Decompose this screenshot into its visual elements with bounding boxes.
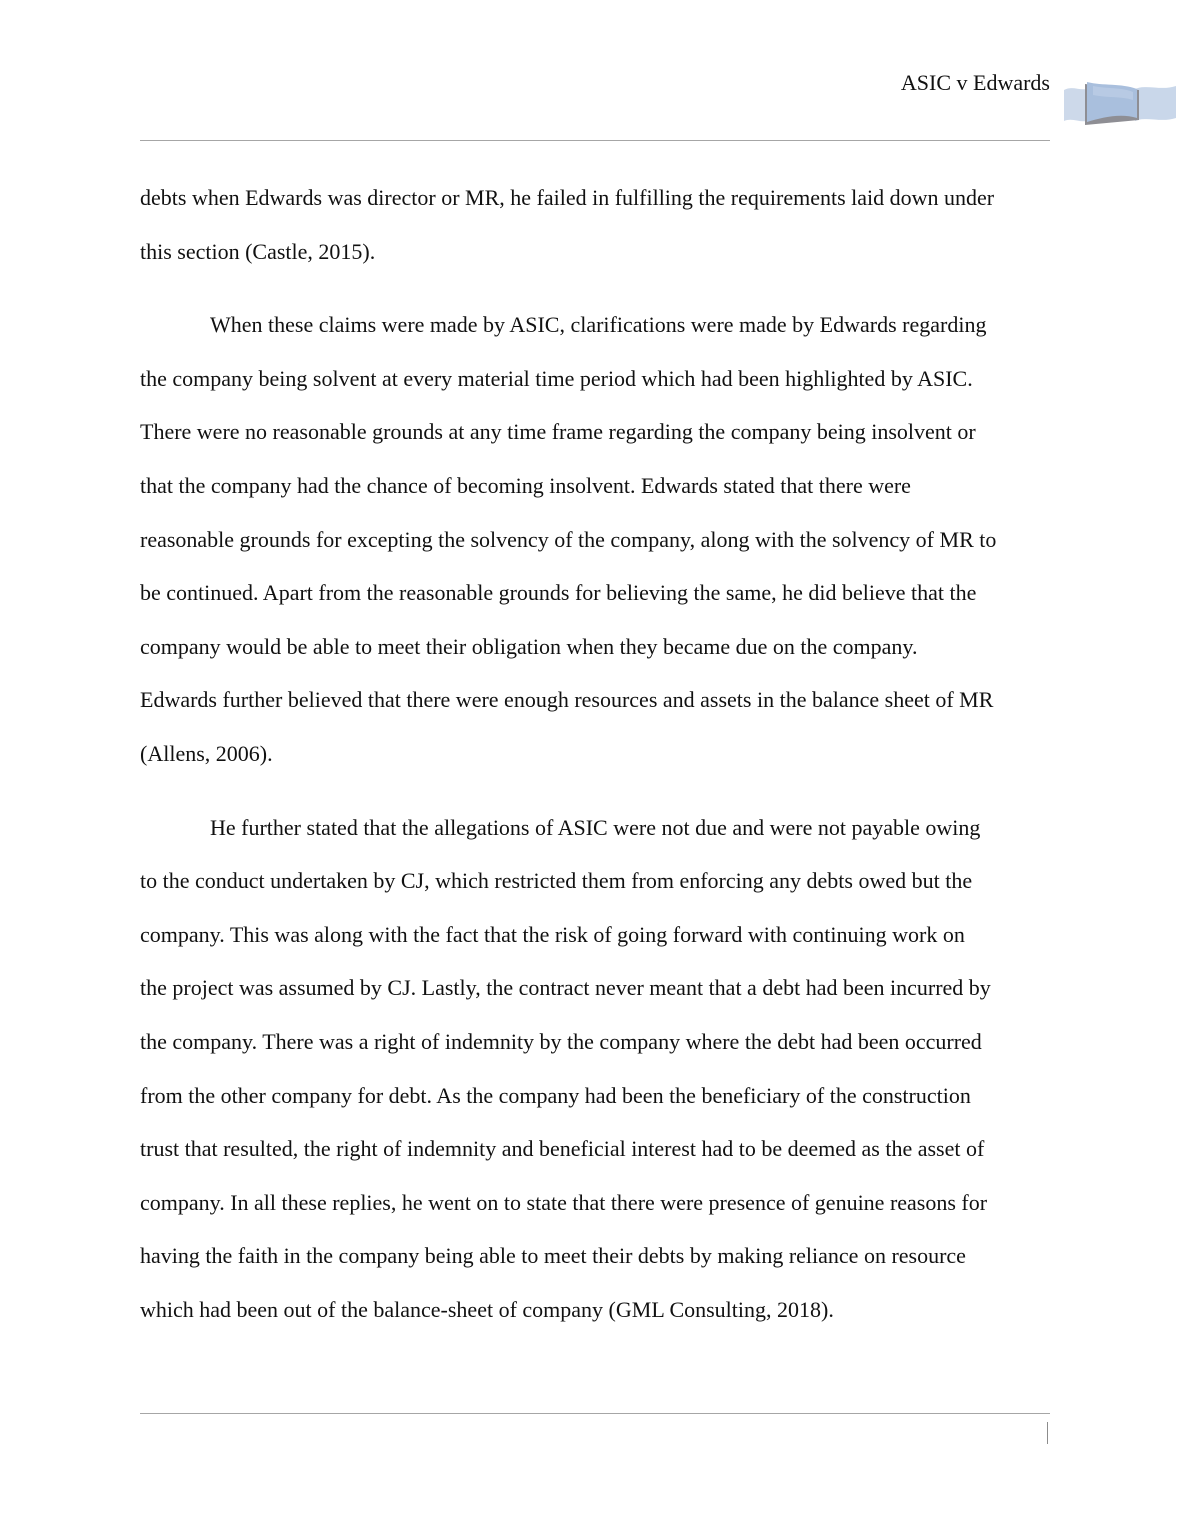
text-line: the company being solvent at every material time period which had been highlighted by ASIC.	[140, 365, 973, 391]
text-line: the company. There was a right of indemnity by the company where the debt had been occurred	[140, 1028, 982, 1054]
text-line: trust that resulted, the right of indemnity and beneficial interest had to be deemed as the asset of	[140, 1136, 985, 1162]
text-line: this section (Castle, 2015).	[140, 238, 376, 264]
header-title: ASIC v Edwards	[900, 70, 1050, 95]
text-line: which had been out of the balance-sheet of company (GML Consulting, 2018).	[140, 1296, 834, 1322]
text-line: to the conduct undertaken by CJ, which restricted them from enforcing any debts owed but the	[140, 868, 973, 894]
text-line: be continued. Apart from the reasonable grounds for believing the same, he did believe that the	[140, 580, 977, 606]
text-line: When these claims were made by ASIC, clarifications were made by Edwards regarding	[210, 312, 987, 338]
paragraph-1	[140, 171, 1050, 278]
text-line: from the other company for debt. As the company had been the beneficiary of the construction	[140, 1082, 971, 1108]
ribbon-tail-right	[1135, 86, 1176, 121]
text-line: Edwards further believed that there were enough resources and assets in the balance sheet of MR	[140, 687, 994, 713]
text-line: having the faith in the company being able to meet their debts by making reliance on resource	[140, 1243, 966, 1269]
paragraph-2	[140, 298, 1050, 780]
text-line: the project was assumed by CJ. Lastly, the contract never meant that a debt had been incurred by	[140, 975, 991, 1001]
text-line: company. In all these replies, he went on to state that there were presence of genuine reasons for	[140, 1189, 988, 1215]
text-line: He further stated that the allegations of ASIC were not due and were not payable owing	[210, 814, 981, 840]
ribbon-banner-icon	[1063, 80, 1178, 126]
page-number-separator	[1047, 1422, 1048, 1444]
header-divider	[140, 140, 1050, 141]
text-line: that the company had the chance of becoming insolvent. Edwards stated that there were	[140, 472, 911, 498]
text-line: company would be able to meet their obligation when they became due on the company.	[140, 633, 918, 659]
text-line: reasonable grounds for excepting the solvency of the company, along with the solvency of MR to	[140, 526, 997, 552]
text-line: There were no reasonable grounds at any time frame regarding the company being insolvent or	[140, 419, 976, 445]
text-line: (Allens, 2006).	[140, 740, 273, 766]
document-body	[140, 171, 1050, 1336]
footer-divider	[140, 1413, 1050, 1414]
paragraph-3	[140, 801, 1050, 1337]
text-line: company. This was along with the fact that the risk of going forward with continuing work on	[140, 921, 965, 947]
text-line: debts when Edwards was director or MR, he failed in fulfilling the requirements laid down under	[140, 185, 995, 210]
